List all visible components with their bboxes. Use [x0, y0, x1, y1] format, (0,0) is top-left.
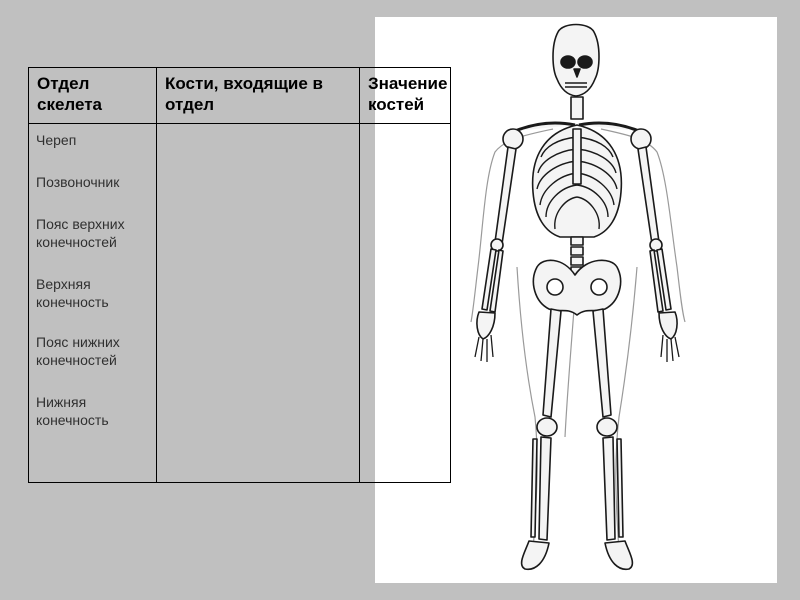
sections-list: [29, 124, 156, 429]
section-pelvic-girdle: Пояс нижних конечностей: [36, 334, 120, 368]
skeleton-sections-table: [28, 67, 451, 483]
section-skull: Череп: [36, 132, 77, 148]
table-header-row: [29, 68, 451, 124]
table-body-row: [29, 124, 451, 483]
significance-cell-empty: [360, 124, 451, 483]
bones-cell-empty: [157, 124, 360, 483]
header-bones-significance: Значение костей: [360, 68, 451, 124]
section-shoulder-girdle: Пояс верхних конечностей: [36, 216, 125, 250]
sections-cell: [29, 124, 157, 483]
section-upper-limb: Верхняя конечность: [36, 276, 109, 310]
header-bones-in-section: Кости, входящие в отдел: [157, 68, 360, 124]
header-skeleton-section: Отдел скелета: [29, 68, 157, 124]
section-spine: Позвоночник: [36, 174, 120, 190]
section-lower-limb: Нижняя конечность: [36, 394, 109, 428]
